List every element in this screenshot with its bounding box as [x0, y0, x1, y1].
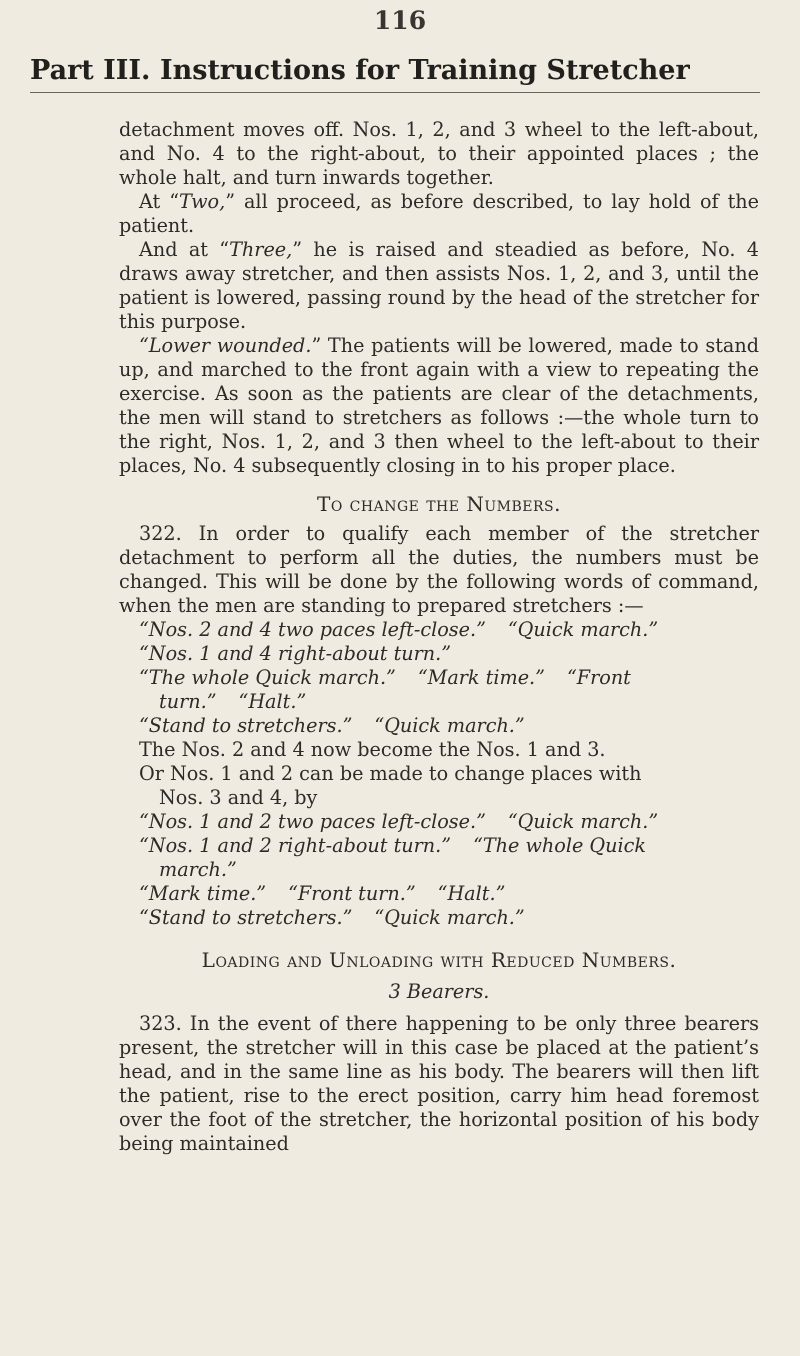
text-line: The Nos. 2 and 4 now become the Nos. 1 and 3. — [139, 738, 606, 761]
paragraph-two — [119, 190, 759, 238]
command: “Front turn.” — [288, 882, 416, 905]
text-line: Nos. 3 and 4, by — [159, 786, 318, 809]
command: “The whole Quick — [473, 834, 647, 857]
running-title: Instructions for Training Stretcher — [160, 55, 690, 86]
text: And at “ — [139, 238, 230, 261]
command: march.” — [159, 858, 237, 881]
command-line — [119, 714, 759, 738]
command: “Stand to stretchers.” — [139, 714, 353, 737]
text: At “ — [139, 190, 180, 213]
paragraph-323 — [119, 1012, 759, 1156]
page-body — [119, 118, 759, 1156]
command-line — [119, 810, 759, 834]
command: “Halt.” — [238, 690, 307, 713]
command: “Nos. 1 and 4 right-about turn.” — [139, 642, 452, 665]
text: ” he is raised and steadied as before, No. 4 draws away stretcher, and then assists Nos. 1, 2, and 3, until the patient is lowered, passing round by the head of the stretcher for this purpose. — [119, 238, 759, 333]
command-word: Two, — [179, 190, 226, 213]
paragraph-continued: detachment moves off. Nos. 1, 2, and 3 wheel to the left-about, and No. 4 to the right-about, to their appointed places ; the whole halt, and turn inwards together. — [119, 118, 759, 189]
command-line — [119, 666, 759, 690]
command: “Quick march.” — [374, 714, 525, 737]
command: “The whole Quick march.” — [139, 666, 396, 689]
subheading-3-bearers: 3 Bearers. — [388, 980, 490, 1003]
text: ” The patients will be lowered, made to stand up, and marched to the front again with a view to repeating the exercise. As soon as the patients are clear of the detachments, the men will stand to stretchers as follows :—the whole turn to the right, Nos. 1, 2, and 3 then wheel to the left-about to their places, No. 4 subsequently closing in to his proper place. — [119, 334, 759, 477]
command-line — [119, 906, 759, 930]
paragraph-three — [119, 238, 759, 334]
command: “Nos. 1 and 2 right-about turn.” — [139, 834, 452, 857]
command: turn.” — [159, 690, 217, 713]
text: In the event of there happening to be only three bearers present, the stretcher will in this case be placed at the patient’s head, and in the same line as his body. The bearers will then lift the patient, rise to the erect position, carry him head foremost over the foot of the stretcher, the horizontal position of his body being maintained — [119, 1012, 759, 1155]
paragraph-322 — [119, 522, 759, 618]
command-line — [119, 690, 759, 714]
command-line — [119, 858, 759, 882]
command: “Nos. 2 and 4 two paces left-close.” — [139, 618, 486, 641]
page-number: 116 — [373, 6, 427, 35]
command-line — [119, 642, 759, 666]
command-line — [119, 834, 759, 858]
command: “Quick march.” — [507, 810, 659, 833]
command-line — [119, 882, 759, 906]
command: “Quick march.” — [507, 618, 659, 641]
running-head — [30, 55, 760, 93]
text: ” all proceed, as before described, to lay hold of the patient. — [119, 190, 760, 237]
section-heading-reduced-numbers: Loading and Unloading with Reduced Numbers. — [201, 948, 677, 972]
paragraph-lower — [119, 334, 759, 478]
text: In order to qualify each member of the stretcher detachment to perform all the duties, the numbers must be changed. This will be done by the following words of command, when the men are standing to prepared stretchers :— — [119, 522, 759, 617]
command: “Nos. 1 and 2 two paces left-close.” — [139, 810, 486, 833]
command-word: Three, — [229, 238, 293, 261]
command-line — [119, 618, 759, 642]
text-line: Or Nos. 1 and 2 can be made to change places with — [139, 762, 642, 785]
command: “Mark time.” — [417, 666, 545, 689]
paragraph-number: 323. — [139, 1012, 182, 1035]
command: “Mark time.” — [139, 882, 267, 905]
command: “Halt.” — [437, 882, 506, 905]
command: “Quick march.” — [374, 906, 525, 929]
section-heading-change-numbers: To change the Numbers. — [317, 492, 561, 516]
command-word: “Lower wounded. — [139, 334, 312, 357]
part-label: Part III. — [30, 55, 151, 86]
command: “Front — [566, 666, 631, 689]
paragraph-number: 322. — [139, 522, 182, 545]
command: “Stand to stretchers.” — [139, 906, 353, 929]
